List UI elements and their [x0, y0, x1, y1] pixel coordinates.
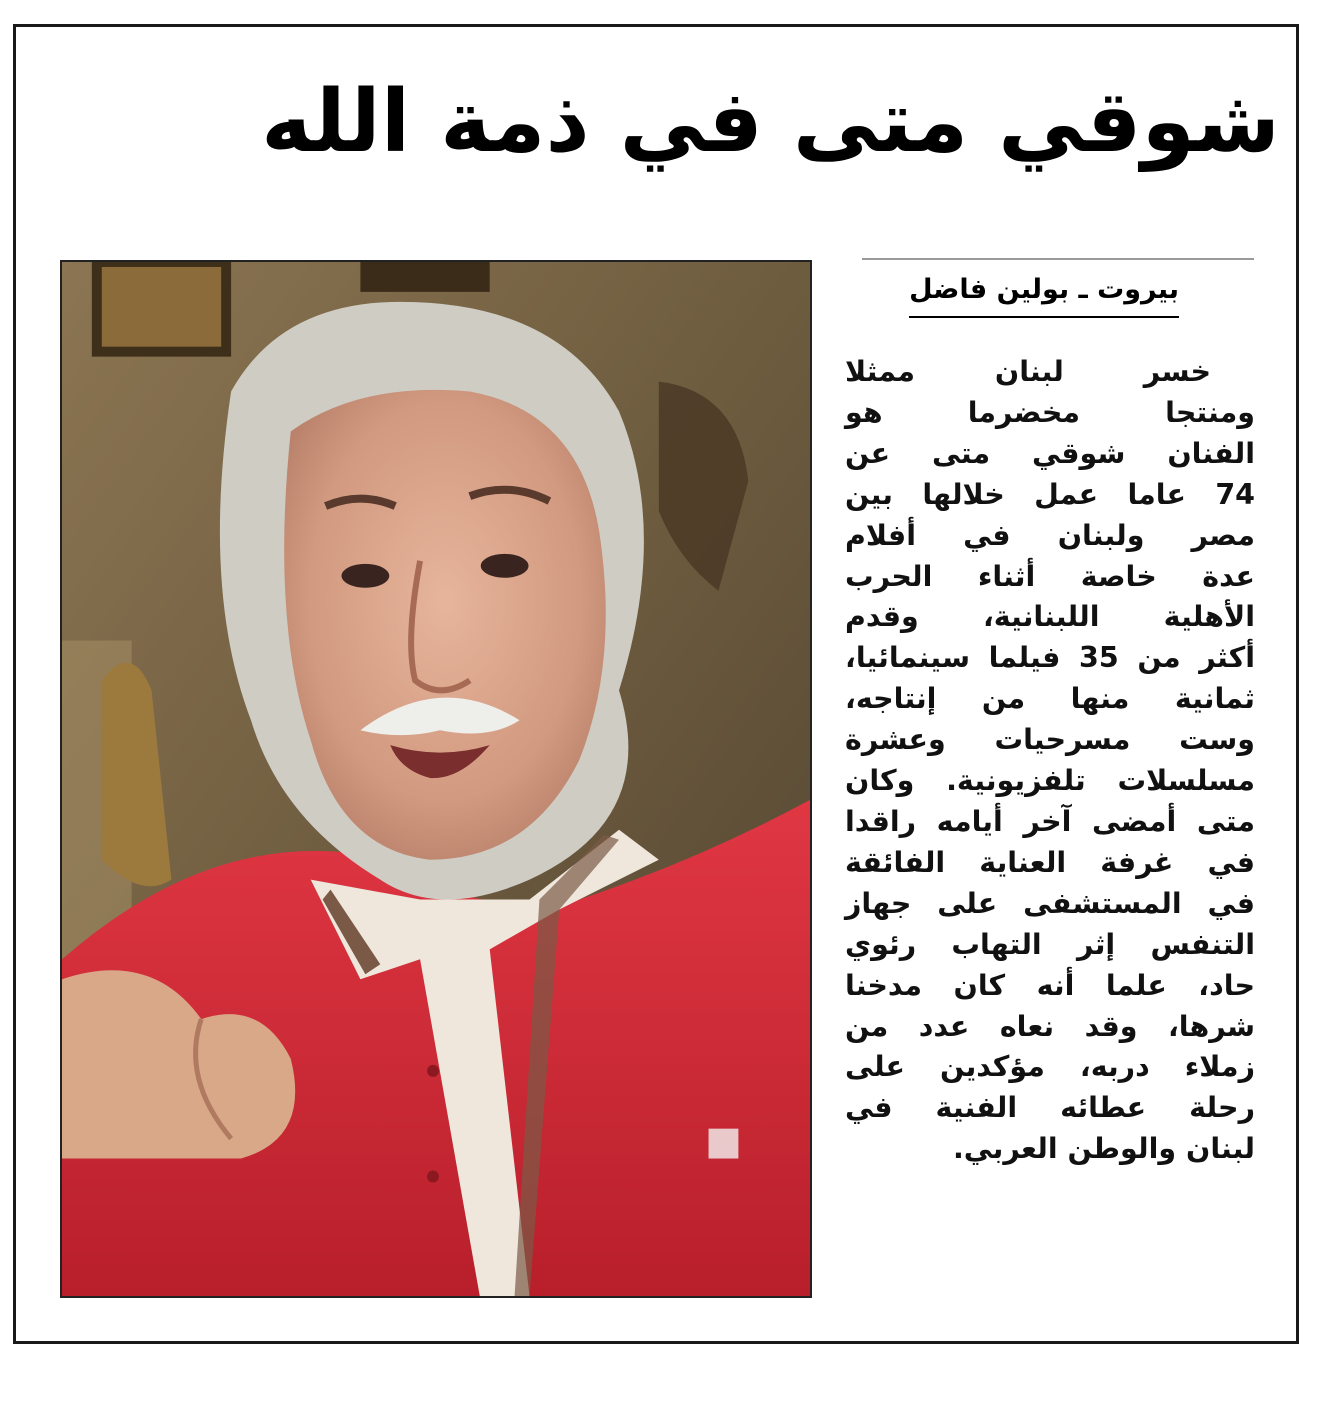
article-line: مصر ولبنان في أفلام	[845, 518, 1255, 552]
article-line: زملاء دربه، مؤكدين على	[845, 1050, 1255, 1084]
article-line: رحلة عطائه الفنية في	[845, 1091, 1255, 1125]
article-line: خسر لبنان ممثلا	[845, 355, 1211, 388]
article-line: لبنان والوطن العربي.	[952, 1132, 1255, 1166]
article-line: أكثر من 35 فيلما سينمائيا،	[845, 641, 1255, 675]
article-line: ثمانية منها من إنتاجه،	[845, 682, 1255, 716]
article-line: في غرفة العناية الفائقة	[845, 845, 1255, 879]
article-photo	[60, 260, 812, 1298]
headline: شوقي متى في ذمة الله	[261, 72, 1280, 172]
article-line: التنفس إثر التهاب رئوي	[845, 927, 1255, 961]
article-line: 74 عاما عمل خلالها بين	[845, 477, 1255, 511]
article-line: في المستشفى على جهاز	[845, 886, 1255, 920]
article-line: الأهلية اللبنانية، وقدم	[845, 600, 1255, 634]
article-line: ومنتجا مخضرما هو	[845, 395, 1255, 429]
article-line: شرها، وقد نعاه عدد من	[845, 1009, 1255, 1043]
article-line: الفنان شوقي متى عن	[845, 436, 1255, 470]
article-line: حاد، علما أنه كان مدخنا	[845, 968, 1255, 1002]
byline-rule	[862, 258, 1254, 260]
article-line: عدة خاصة أثناء الحرب	[845, 559, 1255, 593]
article-line: متى أمضى آخر أيامه راقدا	[845, 804, 1255, 838]
byline: بيروت ـ بولين فاضل	[909, 268, 1179, 318]
article-body	[845, 352, 1255, 1170]
portrait-image	[62, 262, 810, 1296]
article-line: وست مسرحيات وعشرة	[845, 723, 1255, 757]
article-line: مسلسلات تلفزيونية. وكان	[845, 764, 1255, 798]
